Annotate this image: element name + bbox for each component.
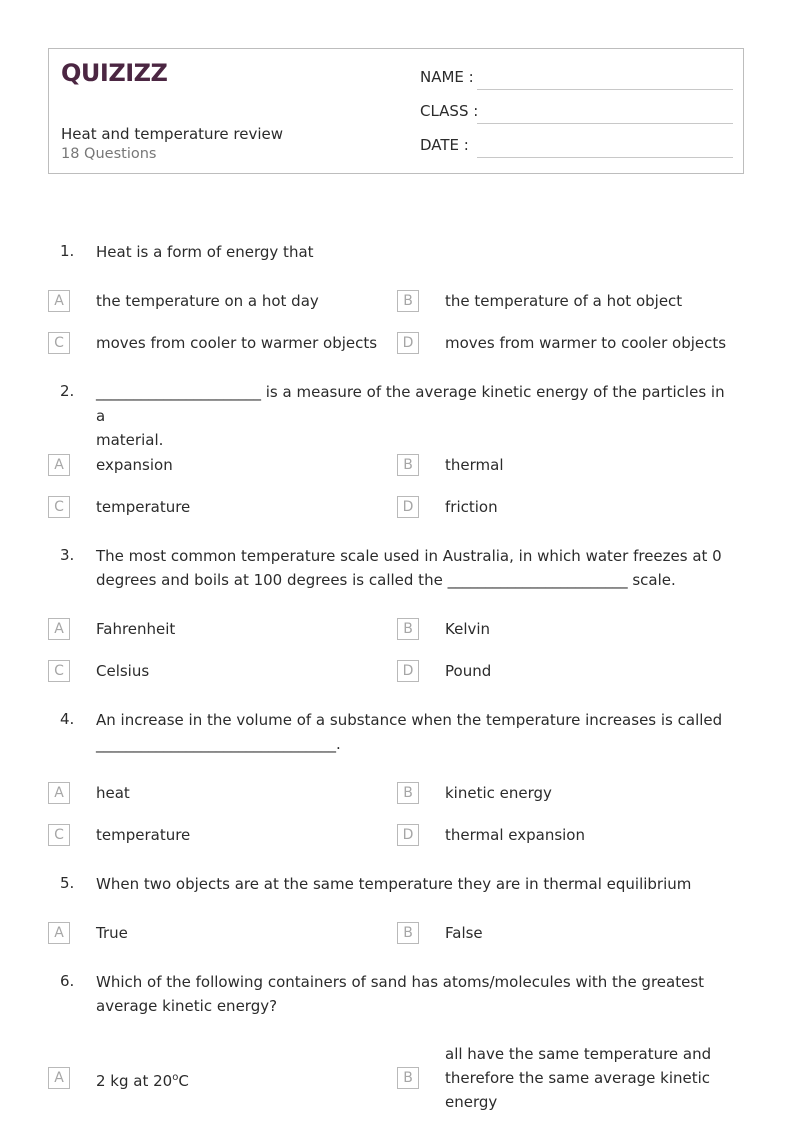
option-text: Kelvin — [445, 620, 491, 638]
question-number: 4. — [60, 710, 75, 728]
option-box[interactable]: B — [397, 782, 419, 804]
option-box[interactable]: D — [397, 660, 419, 682]
question-count: 18 Questions — [61, 146, 157, 162]
option-line: energy — [445, 1093, 498, 1111]
option-text: True — [96, 924, 128, 942]
option-text — [96, 1066, 189, 1093]
question-line: An increase in the volume of a substance when the temperature increases is called — [96, 711, 723, 729]
option-box[interactable]: A — [48, 618, 70, 640]
option-text: temperature — [96, 498, 191, 516]
question-number: 6. — [60, 972, 75, 990]
worksheet-header — [48, 48, 744, 174]
option-box[interactable]: D — [397, 496, 419, 518]
option-text-part: C — [178, 1072, 189, 1090]
question-line: average kinetic energy? — [96, 997, 278, 1015]
option-text: Celsius — [96, 662, 150, 680]
option-box[interactable]: B — [397, 454, 419, 476]
option-text: False — [445, 924, 483, 942]
option-box[interactable]: C — [48, 332, 70, 354]
option-text: Fahrenheit — [96, 620, 176, 638]
option-text: temperature — [96, 826, 191, 844]
option-text: friction — [445, 498, 498, 516]
question-number: 3. — [60, 546, 75, 564]
option-text: thermal — [445, 456, 504, 474]
option-text-part: 2 kg at 20 — [96, 1072, 173, 1090]
option-text: moves from cooler to warmer objects — [96, 334, 378, 352]
option-text: expansion — [96, 456, 173, 474]
option-text: heat — [96, 784, 130, 802]
option-box[interactable]: A — [48, 290, 70, 312]
option-box[interactable]: A — [48, 1067, 70, 1089]
option-text: the temperature on a hot day — [96, 292, 319, 310]
option-text: kinetic energy — [445, 784, 552, 802]
option-text: the temperature of a hot object — [445, 292, 683, 310]
option-line: all have the same temperature and — [445, 1045, 712, 1063]
option-box[interactable]: C — [48, 660, 70, 682]
question-line: Heat is a form of energy that — [96, 243, 314, 261]
option-text — [445, 1042, 735, 1114]
question-text — [96, 872, 736, 896]
worksheet-title: Heat and temperature review — [61, 125, 283, 143]
question-line: Which of the following containers of sand has atoms/molecules with the greatest — [96, 973, 705, 991]
option-box[interactable]: B — [397, 618, 419, 640]
class-line[interactable] — [477, 123, 733, 124]
option-box[interactable]: D — [397, 332, 419, 354]
option-box[interactable]: A — [48, 922, 70, 944]
question-text — [96, 544, 736, 592]
question-text — [96, 380, 736, 452]
option-text: moves from warmer to cooler objects — [445, 334, 727, 352]
question-number: 2. — [60, 382, 75, 400]
option-text: thermal expansion — [445, 826, 585, 844]
degree-superscript: o — [172, 1072, 179, 1083]
option-box[interactable]: D — [397, 824, 419, 846]
option-box[interactable]: B — [397, 922, 419, 944]
quizizz-logo: QUIZIZZ — [61, 59, 168, 87]
option-box[interactable]: B — [397, 290, 419, 312]
question-line: material. — [96, 431, 164, 449]
option-box[interactable]: B — [397, 1067, 419, 1089]
name-line[interactable] — [477, 89, 733, 90]
option-line: therefore the same average kinetic — [445, 1069, 711, 1087]
option-box[interactable]: A — [48, 782, 70, 804]
option-box[interactable]: C — [48, 496, 70, 518]
question-line: degrees and boils at 100 degrees is called the ________________________ scale. — [96, 571, 676, 589]
question-number: 1. — [60, 242, 75, 260]
question-text — [96, 708, 736, 756]
name-label: NAME : — [420, 68, 474, 86]
class-label: CLASS : — [420, 102, 479, 120]
question-line: ________________________________. — [96, 735, 341, 753]
question-line: When two objects are at the same temperature they are in thermal equilibrium — [96, 875, 692, 893]
question-line: ______________________ is a measure of the average kinetic energy of the particles in a — [96, 383, 725, 425]
option-text: Pound — [445, 662, 492, 680]
date-label: DATE : — [420, 136, 469, 154]
date-line[interactable] — [477, 157, 733, 158]
question-text — [96, 970, 736, 1018]
option-box[interactable]: C — [48, 824, 70, 846]
question-number: 5. — [60, 874, 75, 892]
question-text — [96, 240, 736, 264]
question-line: The most common temperature scale used in Australia, in which water freezes at 0 — [96, 547, 722, 565]
option-box[interactable]: A — [48, 454, 70, 476]
